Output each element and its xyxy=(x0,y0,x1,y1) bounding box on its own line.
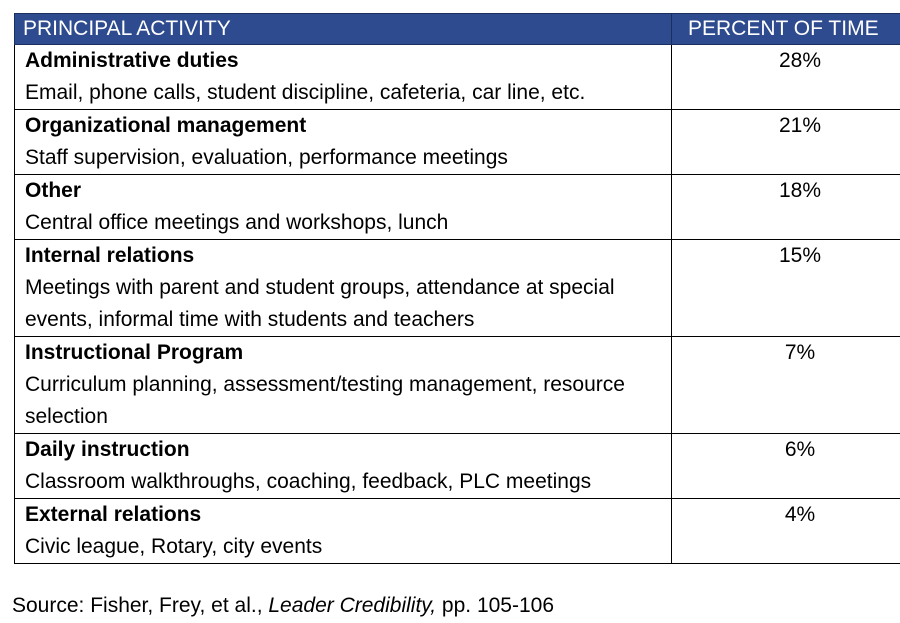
percent-cell: 18% xyxy=(672,175,900,240)
header-percent-of-time: PERCENT OF TIME xyxy=(672,14,900,45)
activity-cell xyxy=(15,110,672,175)
header-principal-activity: PRINCIPAL ACTIVITY xyxy=(15,14,672,45)
source-prefix: Source: Fisher, Frey, et al., xyxy=(12,594,269,617)
activity-description: Email, phone calls, student discipline, cafeteria, car line, etc. xyxy=(25,81,586,104)
table-row xyxy=(15,434,900,499)
activity-title: Organizational management xyxy=(25,114,307,137)
percent-cell: 4% xyxy=(672,499,900,564)
activity-cell xyxy=(15,337,672,434)
percent-cell: 6% xyxy=(672,434,900,499)
source-book-title: Leader Credibility, xyxy=(268,594,437,617)
table-row xyxy=(15,45,900,110)
table-row xyxy=(15,240,900,337)
activity-title: Internal relations xyxy=(25,244,195,267)
activity-description: Meetings with parent and student groups, attendance at special events, informal time with students and teachers xyxy=(25,276,615,331)
activity-title: Other xyxy=(25,179,82,202)
activity-description: Staff supervision, evaluation, performance meetings xyxy=(25,146,508,169)
table-row xyxy=(15,337,900,434)
percent-cell: 21% xyxy=(672,110,900,175)
activity-cell xyxy=(15,434,672,499)
activity-description: Central office meetings and workshops, lunch xyxy=(25,211,449,234)
activity-cell xyxy=(15,45,672,110)
table-row xyxy=(15,110,900,175)
source-suffix: pp. 105-106 xyxy=(436,594,555,617)
activity-title: Daily instruction xyxy=(25,438,190,461)
table-row xyxy=(15,499,900,564)
activity-description: Civic league, Rotary, city events xyxy=(25,535,323,558)
activity-title: Instructional Program xyxy=(25,341,244,364)
table-header-row xyxy=(15,14,900,45)
activity-cell xyxy=(15,499,672,564)
activity-description: Classroom walkthroughs, coaching, feedback, PLC meetings xyxy=(25,470,592,493)
activity-title: External relations xyxy=(25,503,202,526)
percent-cell: 7% xyxy=(672,337,900,434)
percent-cell: 28% xyxy=(672,45,900,110)
principal-activity-table xyxy=(14,13,900,564)
percent-cell: 15% xyxy=(672,240,900,337)
activity-title: Administrative duties xyxy=(25,49,239,72)
activity-description: Curriculum planning, assessment/testing management, resource selection xyxy=(25,373,625,428)
table-row xyxy=(15,175,900,240)
activity-cell xyxy=(15,240,672,337)
source-citation xyxy=(12,592,554,620)
activity-cell xyxy=(15,175,672,240)
